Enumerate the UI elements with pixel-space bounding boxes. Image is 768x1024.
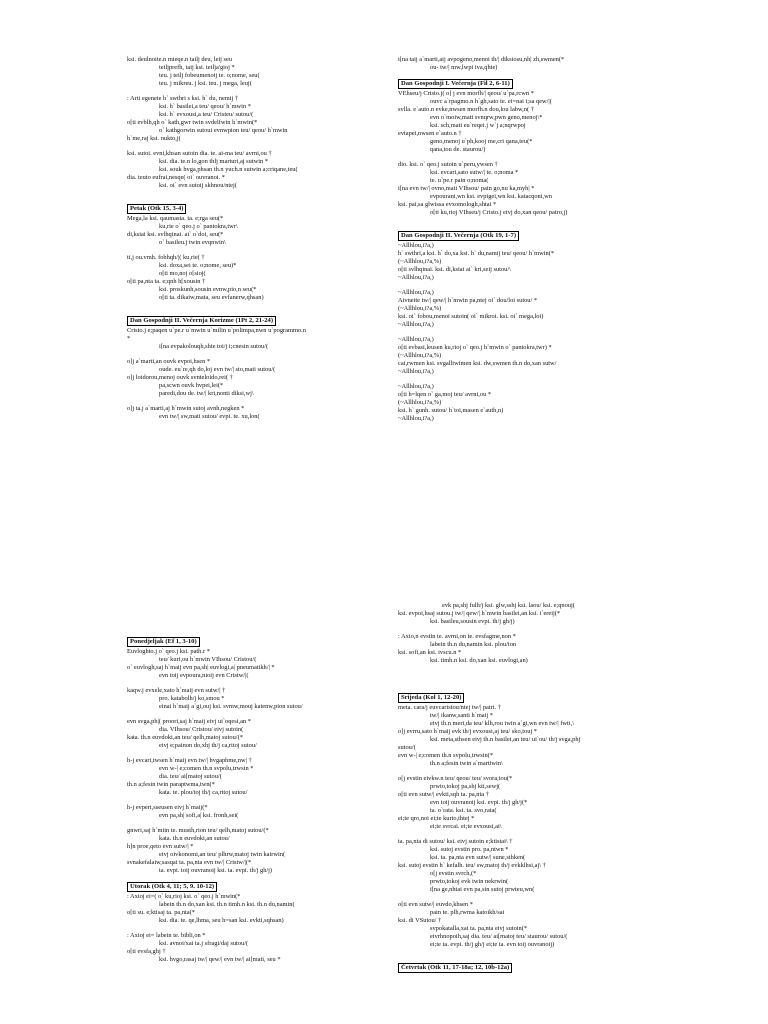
text-line: h-j evcari,twsen h`maij evn tw/| hvgaphme,nw| † [127, 757, 252, 764]
text-line: labein th.n do,xan ksi. th.n timh.n ksi. th.n du,namin( [159, 901, 295, 908]
text-line: o[ti su. e;ktisaj ta. pa,nta(* [127, 909, 195, 916]
text-line: evn tw/| sw,mati sutou/ evpi. te. xu,lon( [159, 413, 260, 420]
text-line: : Axio,n evstin te. avrni,on te. evsfagme,non * [398, 633, 516, 640]
text-line: ksi. sofi,an ksi. ivscu.n * [398, 649, 462, 656]
text-line: ~Allhlou,i?a,) [398, 336, 434, 343]
text-line: ksi. sch,mati eu`reqei.j w`j a;nqrwpoj [430, 122, 526, 129]
text-line: o[ti ta. dikaiw,mata, seu evfanerw,qhsan) [159, 294, 264, 301]
text-line: VEhseu/j Cristo.j( o] j evn morfh/| qeou/ u`pa,rcwn * [398, 90, 534, 97]
text-line: teu/ kuri,ou h`mwin VIhsou/ Cristou/( [159, 656, 257, 663]
text-line: o` euvlogh,saj h`maij evn pa,sh| euvlogi,a| pneumatikh/| * [127, 664, 275, 671]
text-line: (~Allhlou,i?a,%) [398, 399, 442, 406]
text-line: dia. teuto eufrai,nesqe( oi` ouvranoi. * [127, 174, 225, 181]
text-line: th.n a;fesin twin a`martiwin\ [430, 760, 503, 767]
text-line: o[ti pa,nta ta. e;qnh h[xousin † [127, 278, 206, 285]
text-line: evn w-| e;comen th.n svpolu,trwsin * [159, 765, 254, 772]
canticle-block-9 [398, 602, 728, 665]
text-line: th.n a;fesin twin paraptwma,twn(* [127, 781, 215, 788]
text-line: ksi. h` evxousi,a teu/ Cristeu/ sutou/( [159, 111, 254, 118]
text-line: teu. j teilj fobeumenoij te. o;nome, seu( [159, 72, 260, 79]
text-line [398, 831, 728, 838]
text-line: dia. teu/ ai[matoj sutou/( [159, 773, 222, 780]
text-line [398, 376, 728, 383]
text-line: ksi. sutoi. evni,khsan sutoin dia. te. ai-ma teu/ avrni,ou † [127, 150, 272, 157]
text-line: o` basileu.j twin evqnwin\ [159, 239, 226, 246]
text-line: ksi. oi` fobou,menoi sutoin( oi` mikroi. ksi. oi` mega,loi) [398, 313, 544, 320]
text-line: svlla. e`auto.n evke,nwsen morfh.n dou,lou labw,n( † [398, 106, 534, 113]
text-line: ~Allhlou,i?a,) [398, 368, 434, 375]
text-line: ~Allhlou,i?a,) [398, 321, 434, 328]
text-line: evn w-| e;comen th.n svpolu,trwsin(* [398, 752, 493, 759]
text-line: ksi. doxa,sei te. o;nome, seu)* [159, 262, 237, 269]
text-line: o[ti evn sutw/| euvdo,khsen * [398, 901, 473, 908]
text-line: evn toij evpoura,nioij evn Cristw/|( [159, 672, 249, 679]
text-line: (~Allhlou,i?a,%) [398, 305, 442, 312]
text-line: o[j evstin svrch,(* [430, 870, 477, 877]
text-line: * [127, 335, 131, 342]
text-line: ksi. sutoj evstin pro. pa,ntwn * [430, 846, 509, 853]
text-line: h` swthri,a ksi. h` do,xa ksi. h` du,namij teu/ qeou/ h`mwin(* [398, 250, 555, 257]
text-line: evpourani,wn ksi. evpigei,wn ksi. katacqoni,wn [430, 193, 552, 200]
text-line: ksi. h` basilei,a teu/ qeou/ h`mwin * [159, 103, 251, 110]
text-line: ti,j ou.vmh. fobhqh/|( ku,rie( † [127, 254, 205, 261]
text-line: o]j loidorou,menoj ouvk svnteloido,rei( † [127, 374, 233, 381]
canticle-block-4 [398, 56, 728, 72]
text-line: evtapei,nwsen e`auto.n † [398, 130, 462, 137]
text-line [398, 154, 728, 161]
section-header-utorak: Utorak (Otk 4, 11; 5, 9. 10-12) [127, 882, 217, 892]
text-line: dio. ksi. o` qeo.j sutoin u`peru,ywsen † [398, 161, 498, 168]
right-column-bottom [398, 602, 728, 974]
text-line: pro. katabolh/j ko,smou * [159, 695, 225, 702]
text-line: o[ti evsfa,ghj † [127, 948, 166, 955]
text-line: : Axioj ei=( o` ku,rioj ksi. o` qeo.j h`mwin(* [127, 893, 241, 900]
text-line: Mega,la ksi. qaumasta. ta. e;rga seu(* [127, 215, 224, 222]
text-line: Euvloghto.j o` qeo.j ksi. path.r * [127, 648, 210, 655]
text-line: ~Allhlou,i?a,) [398, 274, 434, 281]
text-line: ksi. proskunh,sousin evnw,pio,n seu(* [159, 286, 257, 293]
text-line: ksi. avnoi/xai ta.j sfragi/daj sutou/( [159, 940, 249, 947]
text-line: prwto,tokoj pa,shj kti,sewj( [430, 783, 501, 790]
text-line: ou- tw/| mw,lwpi iva,qhte) [430, 64, 498, 71]
text-line: ksi. meta,sthsen eivj th.n basilei,an teu/ ui`ou/ th/j svga,phj [430, 736, 581, 743]
text-line: ouvc a`rpagmo.n h`gh,sato te. ei=nai i;sa qew/|( [430, 98, 552, 105]
canticle-block-5 [398, 90, 728, 217]
text-line: ksi. basileu,sousin evpi. th/j gh/j) [430, 618, 515, 625]
text-line: Aivneite tw/| qew/| h`mwin pa,ntej oi` dou/loi sutou/ * [398, 297, 538, 304]
text-line: ei;te qro,noi ei;te kurio,thtej * [398, 815, 475, 822]
text-line: prwto,tokoj evk twin nekrwin( [430, 878, 509, 885]
text-line: ta. pa,nta di sutou/ ksi. eivj sutoin e;ktistai\ † [398, 838, 513, 845]
text-line: kata. te. plou/toj th/j ca,ritoj sutou/ [159, 789, 248, 796]
section-header-cetvrtak: Četvrtak (Otk 11, 17-18a; 12, 10b-12a) [398, 963, 512, 973]
text-line: ksi. deulnoite.n mieqe.n tailj deu, leij seu [127, 56, 233, 63]
text-line: ~Allhlou,i?a,) [398, 242, 434, 249]
text-line: o[ti h=lqen o` ga,moj teu/ avrni,ou * [398, 391, 492, 398]
text-line: pain te. plh,rwma katoikh/sai [430, 909, 505, 916]
text-line: teu. j mikreu. j ksi. teu. j mega, leuj( [159, 80, 252, 87]
text-line [398, 282, 728, 289]
text-line: ksi. hvgo,rasaj tw/| qew/| evn tw/| ai[mati, seu * [159, 956, 281, 963]
text-line: ksi. dia. te.n lo,gon thlj marturi,aj sutwin * [159, 158, 268, 165]
text-line: o[ti mo,noj o[sioj( [159, 270, 206, 277]
text-line: o[ti evblh,qh o` kath,gwr twin svdelfwin h`mwin(* [127, 119, 258, 126]
text-line: ksi. dia. te. qe,lhma, seu h=san ksi. evkti,sqhsan) [159, 917, 284, 924]
text-line: ~Allhlou,i?a,) [398, 289, 434, 296]
text-line: h]n proe,qeto evn sutw/| * [127, 843, 194, 850]
text-line: te. u`pe.r pain o;noma( [430, 177, 489, 184]
text-line: o[ti ku,rioj VIhseu/j Cristo.j eivj do,xan qeou/ patro,j) [430, 209, 568, 216]
text-line: qana,tou de. staurou/) [430, 146, 486, 153]
text-line: ksi. pai,sa glwissa evxomologh,shtai * [398, 201, 497, 208]
text-line: gnwri,saj h`miin te. musth,rion teu/ qelh,matoj sutou/(* [127, 827, 269, 834]
text-line: labein th.n du,namin ksi. plou/ton [430, 641, 517, 648]
section-header-ned2-vecernja-korizme: Dan Gospodnji II. Večernja Korizme (1Pt 2, 21-24) [127, 316, 276, 326]
text-line: ksi. h` gunh. sutou/ h`toi,masen e`auth,n) [398, 407, 504, 414]
text-line: eivrhnopoih,saj dia. teu/ ai[matoj teu/ staurou/ sutou/( [430, 933, 568, 940]
text-line: eivj th.n meri,da teu/ klh,rou twin a`gi,wn evn tw/| fwti,\ [430, 720, 574, 727]
section-header-petak: Petak (Otk 15, 3-4) [127, 204, 186, 214]
text-line: paredi,dou de. tw/| kri,nonti diksi,wj\ [159, 390, 254, 397]
text-line: kaqw.j evxele,xato h`maij evn sutw/| † [127, 687, 226, 694]
text-line: cai,rwmen ksi. svgalliwimen ksi. dw,swmen th.n do,xan sutw/ [398, 360, 557, 367]
text-line [398, 626, 728, 633]
text-line: o]j evrru,sato h`maij evk th/j evxousi,aj teu/ sko,touj * [398, 728, 537, 735]
text-line: eivj oivkonomi,an teu/ plhrw,matoj twin kairwin( [159, 851, 286, 858]
text-line: ksi. timh.n ksi. do,xan ksi. euvlogi,an) [430, 657, 528, 664]
section-header-ponedjeljak: Ponedjeljak (Ef 1, 3-10) [127, 637, 200, 647]
text-line: eivj e;painon do,xhj th/j ca,ritoj sutou/ [159, 742, 257, 749]
text-line: kata. th.n euvdoki,an sutou/ [159, 835, 230, 842]
canticle-block-10 [398, 704, 728, 949]
section-header-ned2-vecernja-otk: Dan Gospodnji II. Večernja (Otk 19, 1-7) [398, 231, 519, 241]
text-line: ~Allhlou,i?a,) [398, 383, 434, 390]
text-line: ei;te ta. evpi. th/j gh/j ei;te ta. evn toij ouvranoij) [430, 941, 555, 948]
text-line: teiljprefh, taij ksi. teilja'gioj * [159, 64, 235, 71]
text-line: ei;te svrcai. ei;te evxousi,ai\ [430, 823, 502, 830]
right-column-top [398, 56, 728, 423]
text-line: geno,menoj u`ph,kooj me,cri qana,teu(* [430, 138, 533, 145]
text-line: ksi. evpoi,hsaj sutou.j tw/| qew/| h`mwin basilei,an ksi. i`ereij(* [398, 610, 561, 617]
text-line: ksi. evcari,sato sutw/| te. o;noma * [430, 169, 519, 176]
text-line: h`me,raj ksi. nukto,j( [127, 135, 181, 142]
text-line: ksi. di VSutou/ † [398, 917, 442, 924]
text-line: ku,rie o` qeo.j o` pantokra,twr\ [159, 223, 238, 230]
text-line: kata. th.n euvdoki,an teu/ qelh,matoj sutou/(* [127, 734, 243, 741]
text-line: o[ti svlhqinai. ksi. di,ksiai ai` kri,seij sutou/\ [398, 266, 511, 273]
text-line: o]j a`marti,an ouvk evpoi,hsen * [127, 358, 211, 365]
text-line [398, 329, 728, 336]
text-line: pa,scwn ouvk hvpei,lei(* [159, 382, 224, 389]
text-line: dia. VIhsou/ Cristou/ eivj sutoin( [159, 726, 244, 733]
text-line: i[na taij a`marti,aij avpogeno,menoi th/| diksiosu,nh| zh,swmen(* [398, 56, 565, 63]
text-line: evn svga,ph|( proori,saj h`maij eivj ui`oqesi,an * [127, 718, 251, 725]
text-line: ta. o`rata. ksi. ta. svo,rata( [430, 807, 497, 814]
text-line: ksi. souk hvga,phsan th.n yuch.n sutwin a;criqane,teu( [159, 166, 298, 173]
text-line: evn o`moiw,mati svnqrw,pwn geno,menoj\* [430, 114, 543, 121]
section-header-srijeda: Srijeda (Kol 1, 12-20) [398, 693, 464, 703]
text-line: evk pa,shj fulh/j ksi. glw,sshj ksi. laou/ ksi. e;qnouj( [442, 602, 575, 609]
text-line: sutou/( [398, 744, 416, 751]
text-line: ksi. sutoj evstin h` kefalh. teu/ sw,matoj th/j evkklhsi,aj\ † [398, 862, 546, 869]
text-line: ksi. ta. pa,nta evn sutw/| sune,sthken( [430, 854, 526, 861]
text-line: o]j ta.j a`marti,aj h`mwin sutoj avnh,negken * [127, 405, 245, 412]
text-line: h-j evperi,sseusen eivj h`maij(* [127, 804, 208, 811]
text-line: ta. evpi. toij ouvranoij ksi. ta. evpi. th/j gh/j) [159, 867, 273, 874]
text-line: oude. eu`re,qh do,loj evn tw/| sto,mati sutou/( [159, 366, 276, 373]
text-line: o` kathgorwin sutoui evnwpion teu/ qeou/ h`mwin [159, 127, 288, 134]
text-line [398, 768, 728, 775]
text-line [398, 894, 728, 901]
text-line: Cristo.j e;paqen u`pe.r u`mwin u`milin u`polimpa,nwn u`pogrammo.n [127, 327, 306, 334]
text-line: (~Allhlou,i?a,%) [398, 258, 442, 265]
section-header-ned1-vecernja: Dan Gospodnji I. Večernja (Fil 2, 6-11) [398, 79, 513, 89]
text-line: ksi. oi` evn sutoij skhnou/ntej( [159, 182, 237, 189]
text-line: di,ksiai ksi. svlhqinai. ai` o`doi, seu(* [127, 231, 224, 238]
text-line: i[na ge,nhtai evn pa,sin sutoj prwteu,wn( [430, 886, 535, 893]
canticle-block-6 [398, 242, 728, 423]
text-line: i[na evpakolouqh,shte toi/j i;cnesin sutou/( [159, 343, 269, 350]
text-line: einai h`maij a`gi,ouj ksi. svmw,mouj katenw,pion sutou/ [159, 703, 303, 710]
text-line: meta. cara/j euvcaristou/ntej tw/| patri. † [398, 704, 501, 711]
text-line: i[na evn tw/| ovno,mati VIhsou/ pain go,nu ka,myh| * [398, 185, 535, 192]
text-line: ~Allhlou,i?a,) [398, 415, 434, 422]
text-line: o[ti evbasi,leusen ku,rioj o` qeo.j h`mwin o` pantokra,twr) * [398, 344, 552, 351]
text-line: evn pa,sh| sofi,a| ksi. fronh,sei( [159, 812, 239, 819]
text-line: svpokatalla,xai ta. pa,nta eivj sutoin(* [430, 925, 528, 932]
text-line: o[j evstin eivkw.n teu/ qeou/ teu/ svora,tou(* [398, 775, 513, 782]
text-line: : Arti egenete h` swthri s ksi. h` du, nemij † [127, 95, 239, 102]
text-line: (~Allhlou,i?a,%) [398, 352, 442, 359]
text-line: o[ti evn sutw/| evkti,sqh ta. pa,nta † [398, 791, 489, 798]
text-line: svnakefalaiw,sasqai ta. pa,nta evn tw/| Cristw/|(* [127, 859, 252, 866]
text-line: tw/| ikanw,santi h`maij * [430, 712, 493, 719]
text-line: evn toij ouvranoij ksi. evpi. th/j gh/j(* [430, 799, 528, 806]
text-line: : Axioj ei= labein te. bibli,on * [127, 932, 206, 939]
